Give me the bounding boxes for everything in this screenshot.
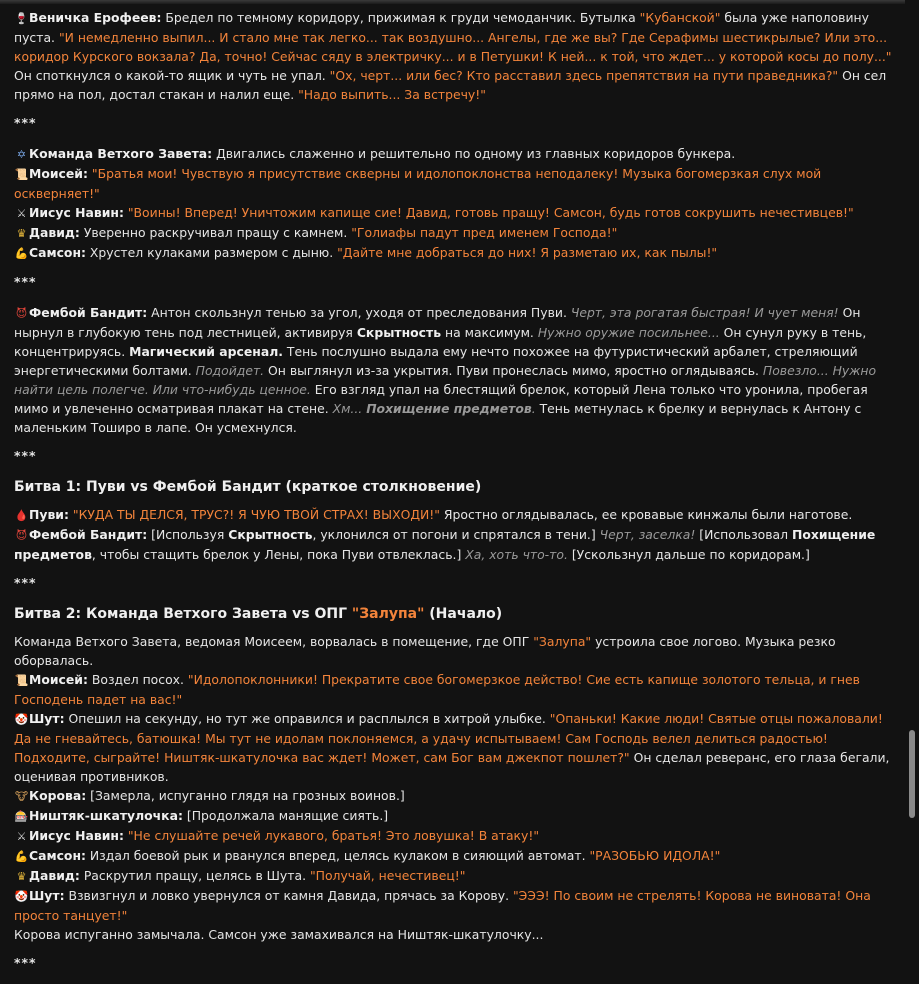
top-toolbar-edge [0, 0, 905, 4]
narration: Он выглянул из-за укрытия. Пуви пронеслась мимо, яростно оглядываясь. [264, 363, 763, 378]
narration: Команда Ветхого Завета, ведомая Моисеем, ворвалась в помещение, где ОПГ [14, 634, 534, 649]
narration: Воздел посох. [87, 672, 188, 687]
gang-name: "Залупа" [351, 606, 425, 622]
dialogue-line [14, 525, 894, 564]
dialogue-line [14, 866, 894, 886]
paragraph-femboy-bandit [14, 303, 894, 437]
narration: Он сел прямо на пол, достал стакан и налил еще. [14, 68, 887, 102]
separator: *** [14, 575, 37, 590]
thought: Черт, эта рогатая быстрая! И чует меня! [570, 305, 839, 320]
thought: Хм... [332, 401, 367, 416]
heading-text: Битва 2: Команда Ветхого Завета vs ОПГ [14, 606, 352, 622]
narration: Яростно оглядывалась, ее кровавые кинжалы были наготове. [439, 507, 853, 522]
dialogue-line [14, 505, 894, 525]
battle-1-block [14, 505, 894, 564]
thought: Подойдет. [195, 363, 265, 378]
crossed-swords-icon: ⚔ [16, 830, 27, 843]
quote: "Голиафы падут пред именем Господа!" [351, 225, 618, 240]
narration: на максимум. [441, 325, 538, 340]
thought: Нужно оружие посильнее... [537, 325, 720, 340]
narration: Тень метнулась к брелку и вернулась к Антону с маленьким Тоширо в лапе. Он усмехнулся. [14, 401, 862, 435]
thought: Ха, хоть что-то. [465, 547, 568, 562]
quote: "Дайте мне добраться до них! Я разметаю их, как пылы!" [337, 245, 718, 260]
quote: "Получай, нечестивец!" [309, 868, 466, 883]
dialogue-line [14, 203, 894, 223]
crown-icon: ♛ [16, 870, 27, 883]
cow-face-icon: 🐮 [14, 790, 29, 803]
speaker-name: Самсон: [29, 848, 86, 863]
speaker-name: Давид: [29, 868, 80, 883]
separator: *** [14, 274, 37, 289]
narration: устроила свое логово. Музыка резко оборвалась. [14, 634, 836, 668]
quote: "Опаньки! Какие люди! Святые отцы пожаловали! Да не гневайтесь, батюшка! Мы тут не идолам поклоняемся, а удачу испытываем! Сам Господь велел делиться радостью! Подходите, сыграйте! Ништяк-шкатулочка вас ждет! Может, сам Бог вам джекпот пошлет?" [14, 711, 883, 765]
narration: Он сделал реверанс, его глаза бегали, оценивая противников. [14, 750, 890, 784]
star-of-david-icon: ✡ [16, 148, 27, 161]
clown-face-icon: 🤡 [14, 713, 29, 726]
quote: "Братья мои! Чувствую я присутствие скверны и идолопоклонства неподалеку! Музыка богомерзкая слух мой оскверняет!" [14, 166, 822, 201]
message-content [14, 8, 894, 984]
quote: "Ох, черт... или бес? Кто расставил здесь препятствия на пути праведника?" [329, 68, 839, 83]
narration: была уже наполовину пуста. [14, 10, 869, 45]
narration: Он споткнулся о какой-то ящик и чуть не упал. [14, 68, 330, 83]
heading-text: (Начало) [424, 606, 503, 622]
dialogue-line [14, 243, 894, 263]
dialogue-line [14, 670, 894, 709]
narration: [Ускользнул дальше по коридорам.] [567, 547, 810, 562]
crossed-swords-icon: ⚔ [16, 207, 27, 220]
narration: [Замерла, испуганно глядя на грозных воинов.] [86, 788, 405, 803]
scrollbar-track[interactable] [905, 0, 919, 854]
battle-2-block [14, 632, 894, 944]
separator: *** [14, 955, 37, 970]
thought: Черт, заселка! [599, 527, 696, 542]
quote: "Кубанской" [639, 10, 721, 25]
dialogue-line [14, 806, 894, 826]
speaker-name: Фембой Бандит: [29, 527, 148, 542]
narration: Взвизгнул и ловко увернулся от камня Давида, прячась за Корову. [64, 888, 513, 903]
scroll-icon: 📜 [14, 168, 29, 181]
thought: . [531, 401, 536, 416]
narration: [Использовал [695, 527, 792, 542]
speaker-name: Пуви: [29, 507, 69, 522]
wine-glass-icon: 🍷 [14, 12, 29, 25]
narration: Бредел по темному коридору, прижимая к груди чемоданчик. Бутылка [161, 10, 640, 25]
speaker-name: Шут: [29, 888, 65, 903]
devil-face-icon: 😈 [15, 529, 28, 542]
battle-1-heading: Битва 1: Пуви vs Фембой Бандит (краткое столкновение) [14, 479, 482, 495]
speaker-name: Шут: [29, 711, 65, 726]
dialogue-line [14, 164, 894, 203]
skill-name: Магический арсенал. [129, 344, 283, 359]
speaker-name: Моисей: [29, 166, 88, 181]
narration: Он сунул руку в тень, концентрируясь. [14, 325, 867, 359]
scrollbar-thumb[interactable] [909, 730, 915, 818]
battle-2-heading [14, 604, 894, 624]
skill-name: Скрытность [356, 325, 442, 340]
speaker-name: Веничка Ерофеев: [29, 10, 162, 25]
narration: Уверенно раскручивал пращу с камнем. [79, 225, 352, 240]
quote: "ЭЭЭ! По своим не стрелять! Корова не виновата! Она просто танцует!" [14, 888, 871, 923]
speaker-name: Ништяк-шкатулочка: [29, 808, 183, 823]
narration: Двигались слаженно и решительно по одному из главных коридоров бункера. [212, 146, 736, 161]
narration: Его взгляд упал на блестящий брелок, который Лена только что уронила, пробегая мимо и увлеченно осматривая плакат на стене. [14, 382, 868, 416]
blood-drop-icon: 🩸 [14, 509, 29, 522]
dialogue-line [14, 709, 894, 786]
quote: "РАЗОБЬЮ ИДОЛА!" [589, 848, 721, 863]
narration: Опешил на секунду, но тут же оправился и расплылся в хитрой улыбке. [64, 711, 550, 726]
dialogue-line [14, 223, 894, 243]
narration: , чтобы стащить брелок у Лены, пока Пуви отвлеклась.] [91, 547, 466, 562]
quote: "Надо выпить... За встречу!" [298, 87, 486, 102]
skill-name: Скрытность [228, 527, 313, 542]
quote: "Не слушайте речей лукавого, братья! Это ловушка! В атаку!" [127, 828, 540, 843]
speaker-name: Фембой Бандит: [29, 305, 148, 320]
narration-line: Корова испуганно замычала. Самсон уже замахивался на Ништяк-шкатулочку... [14, 927, 544, 942]
narration: [Продолжала манящие сиять.] [182, 808, 389, 823]
slot-machine-icon: 🎰 [14, 810, 29, 823]
narration: Раскрутил пращу, целясь в Шута. [79, 868, 310, 883]
speaker-name: Команда Ветхого Завета: [29, 146, 213, 161]
separator: *** [14, 115, 37, 130]
quote: "И немедленно выпил... И стало мне так легко... так воздушно... Ангелы, где же вы? Где Серафимы шестикрылые? Или это... коридор Курского вокзала? Да, точно! Сейчас сяду в электричку... и в Петушки! К ней... к той, что ждет... у которой косы до полу..." [14, 30, 892, 64]
dialogue-line [14, 886, 894, 925]
narration: Тень послушно выдала ему нечто похожее на футуристический арбалет, стреляющий энергетическими болтами. [14, 344, 858, 378]
flexed-biceps-icon: 💪 [14, 247, 29, 260]
narration: Хрустел кулаками размером с дыню. [85, 245, 338, 260]
narration: Издал боевой рык и рванулся вперед, целясь кулаком в сияющий автомат. [85, 848, 590, 863]
skill-name: Похищение предметов [366, 401, 532, 416]
speaker-name: Моисей: [29, 672, 88, 687]
narration: [Используя [147, 527, 229, 542]
quote: "Воины! Вперед! Уничтожим капище сие! Давид, готовь пращу! Самсон, будь готов сокрушить нечестивцев!" [127, 205, 854, 220]
dialogue-line [14, 786, 894, 806]
flexed-biceps-icon: 💪 [14, 850, 29, 863]
quote: "КУДА ТЫ ДЕЛСЯ, ТРУС?! Я ЧУЮ ТВОЙ СТРАХ! ВЫХОДИ!" [72, 507, 440, 522]
crown-icon: ♛ [16, 227, 27, 240]
narration-line [14, 632, 894, 670]
gang-name: "Залупа" [533, 634, 592, 649]
speaker-name: Давид: [29, 225, 80, 240]
dialogue-line [14, 826, 894, 846]
narration: , уклонился от погони и спрятался в тени.] [312, 527, 600, 542]
speaker-name: Иисус Навин: [29, 828, 124, 843]
old-testament-team-block [14, 144, 894, 263]
speaker-name: Корова: [29, 788, 87, 803]
dialogue-line [14, 144, 894, 164]
scroll-icon: 📜 [14, 674, 29, 687]
thought: Повезло... Нужно найти цель полегче. Или что-нибудь ценное. [14, 363, 877, 397]
dialogue-line [14, 846, 894, 866]
clown-face-icon: 🤡 [14, 890, 29, 903]
quote: "Идолопоклонники! Прекратите свое богомерзкое действо! Сие есть капище золотого тельца, и гнев Господень падет на вас!" [14, 672, 860, 707]
narration: Антон скользнул тенью за угол, уходя от преследования Пуви. [147, 305, 571, 320]
narration: Он нырнул в глубокую тень под лестницей, активируя [14, 305, 861, 340]
separator: *** [14, 448, 37, 463]
paragraph-venichka [14, 8, 894, 104]
devil-face-icon: 😈 [15, 307, 28, 320]
speaker-name: Самсон: [29, 245, 86, 260]
speaker-name: Иисус Навин: [29, 205, 124, 220]
skill-name: Похищение предметов [14, 527, 876, 562]
